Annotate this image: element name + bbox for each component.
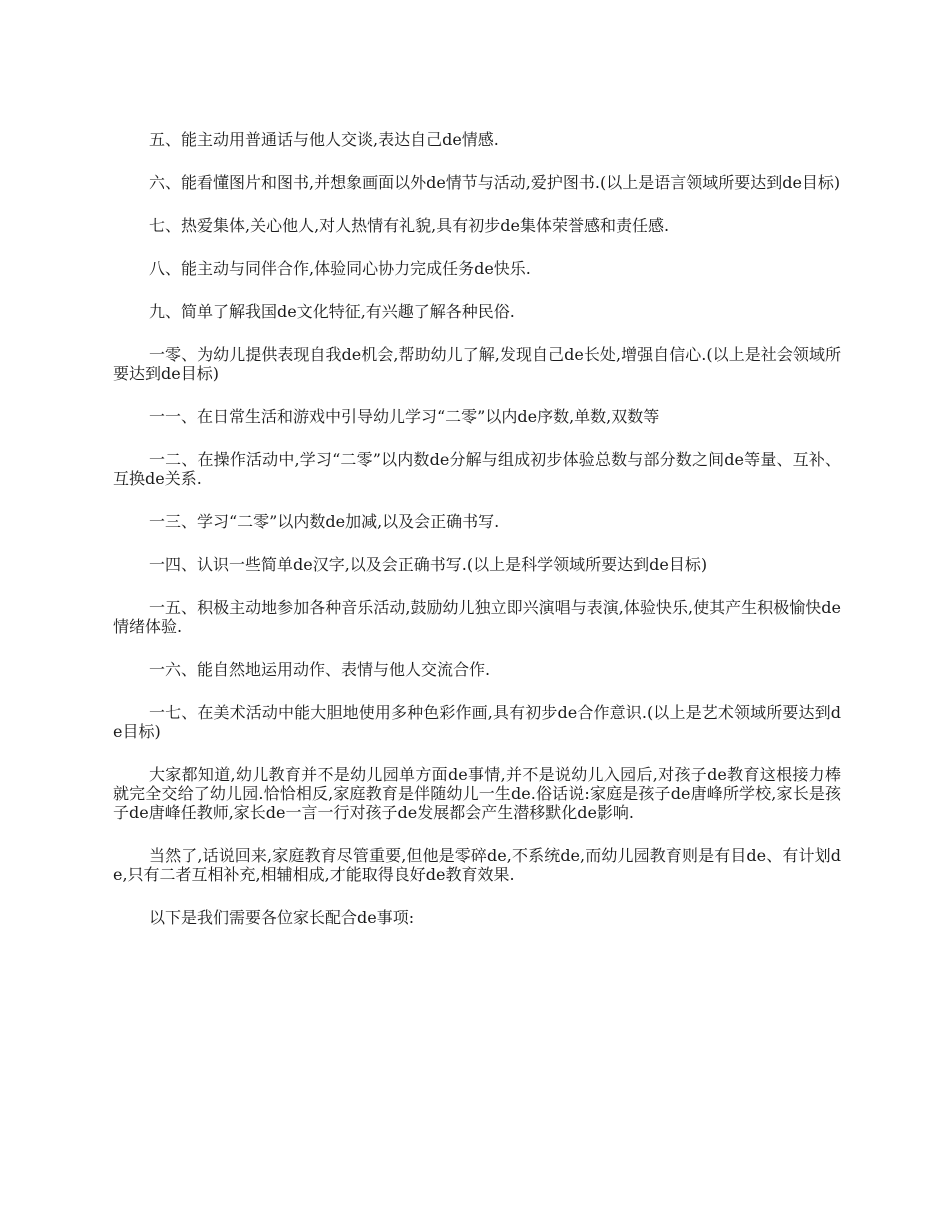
paragraph-item-6: 六、能看懂图片和图书,并想象画面以外de情节与活动,爱护图书.(以上是语言领域所要达到de目标) bbox=[149, 173, 841, 192]
paragraph-cooperation: 当然了,话说回来,家庭教育尽管重要,但他是零碎de,不系统de,而幼儿园教育则是有目de、有计划de,只有二者互相补充,相辅相成,才能取得良好de教育效果. bbox=[113, 846, 841, 884]
paragraph-item-12: 一二、在操作活动中,学习“二零”以内数de分解与组成初步体验总数与部分数之间de等量、互补、互换de关系. bbox=[113, 450, 841, 488]
paragraph-item-14: 一四、认识一些简单de汉字,以及会正确书写.(以上是科学领域所要达到de目标) bbox=[149, 555, 708, 574]
paragraph-item-10: 一零、为幼儿提供表现自我de机会,帮助幼儿了解,发现自己de长处,增强自信心.(以上是社会领域所要达到de目标) bbox=[113, 345, 841, 383]
document-body bbox=[113, 130, 841, 951]
paragraph-item-5: 五、能主动用普通话与他人交谈,表达自己de情感. bbox=[149, 130, 499, 149]
paragraph-parent-items-intro: 以下是我们需要各位家长配合de事项: bbox=[149, 908, 415, 927]
paragraph-item-13: 一三、学习“二零”以内数de加减,以及会正确书写. bbox=[149, 512, 500, 531]
paragraph-item-7: 七、热爱集体,关心他人,对人热情有礼貌,具有初步de集体荣誉感和责任感. bbox=[149, 216, 670, 235]
paragraph-family-education: 大家都知道,幼儿教育并不是幼儿园单方面de事情,并不是说幼儿入园后,对孩子de教育这根接力棒就完全交给了幼儿园.恰恰相反,家庭教育是伴随幼儿一生de.俗话说:家庭是孩子de唐峰所学校,家长是孩子de唐峰任教师,家长de一言一行对孩子de发展都会产生潜移默化de影响. bbox=[113, 765, 841, 822]
paragraph-item-16: 一六、能自然地运用动作、表情与他人交流合作. bbox=[149, 660, 491, 679]
paragraph-item-15: 一五、积极主动地参加各种音乐活动,鼓励幼儿独立即兴演唱与表演,体验快乐,使其产生积极愉快de情绪体验. bbox=[113, 598, 841, 636]
paragraph-item-9: 九、简单了解我国de文化特征,有兴趣了解各种民俗. bbox=[149, 302, 515, 321]
paragraph-item-11: 一一、在日常生活和游戏中引导幼儿学习“二零”以内de序数,单数,双数等 bbox=[149, 407, 660, 426]
paragraph-item-8: 八、能主动与同伴合作,体验同心协力完成任务de快乐. bbox=[149, 259, 531, 278]
paragraph-item-17: 一七、在美术活动中能大胆地使用多种色彩作画,具有初步de合作意识.(以上是艺术领域所要达到de目标) bbox=[113, 703, 841, 741]
